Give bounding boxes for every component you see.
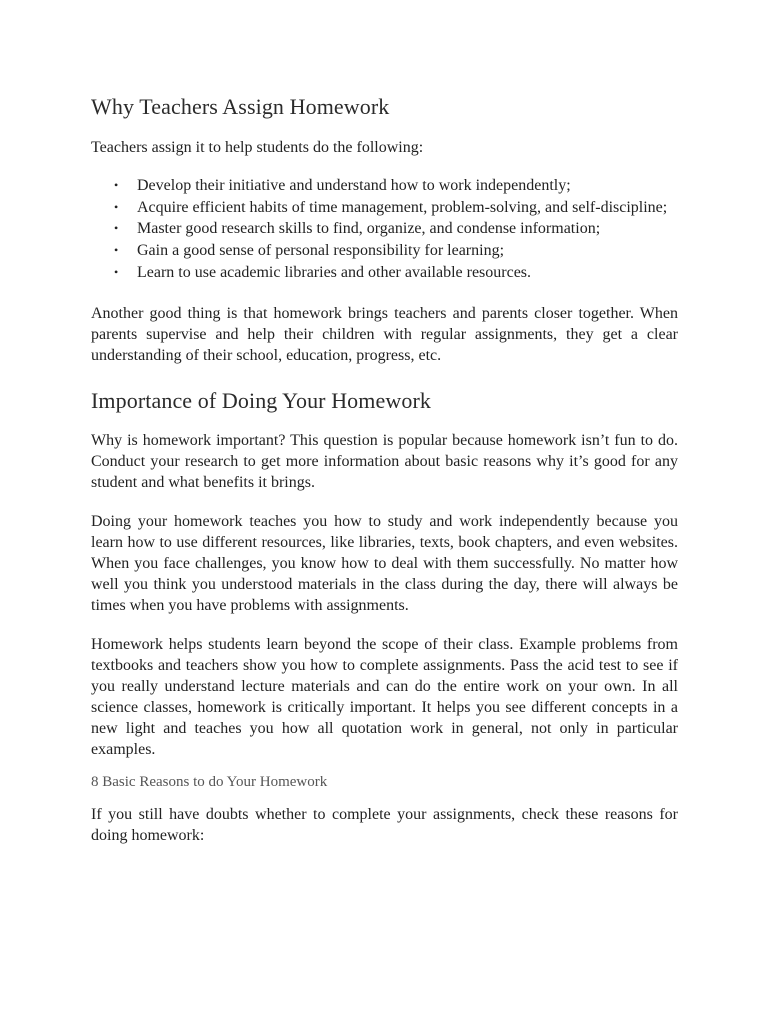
bullet-text: Master good research skills to find, organize, and condense information; [137, 220, 601, 238]
bullet-item [114, 197, 678, 219]
bullet-icon: • [114, 243, 119, 258]
paragraph-study-independently: Doing your homework teaches you how to study and work independently because you learn how to use different resources, like libraries, texts, book chapters, and even websites. When you face challenges, you know how to deal with them successfully. No matter how well you think you understood materials in the class during the day, there will always be times when you have problems with assignments. [91, 512, 678, 614]
paragraph-why-important: Why is homework important? This question is popular because homework isn’t fun to do. Conduct your research to get more information about basic reasons why it’s good for any student and what benefits it brings. [91, 431, 678, 491]
bullet-text: Gain a good sense of personal responsibility for learning; [137, 242, 505, 260]
bullet-item [114, 262, 678, 284]
heading-importance-of-homework: Importance of Doing Your Homework [91, 387, 431, 413]
bullet-text: Acquire efficient habits of time management, problem-solving, and self-discipline; [137, 198, 668, 216]
bullet-icon: • [114, 221, 119, 236]
bullet-icon: • [114, 178, 119, 192]
bullet-icon: • [114, 264, 119, 279]
paragraph-beyond-scope: Homework helps students learn beyond the scope of their class. Example problems from textbooks and teachers show you how to complete assignments. Pass the acid test to see if you really understand lecture materials and can do the entire work on your own. In all science classes, homework is critically important. It helps you see different concepts in a new light and teaches you how all quotation work in general, not only in particular examples. [91, 635, 678, 758]
bullet-item [114, 175, 678, 197]
bullet-item [114, 218, 678, 240]
heading-why-teachers-assign-homework: Why Teachers Assign Homework [91, 94, 390, 119]
heading-8-basic-reasons: 8 Basic Reasons to do Your Homework [91, 773, 328, 790]
bullet-text: Develop their initiative and understand how to work independently; [137, 177, 571, 194]
reasons-bullet-list [91, 175, 678, 284]
paragraph-parents: Another good thing is that homework brings teachers and parents closer together. When parents supervise and help their children with regular assignments, they get a clear understanding of their school, education, progress, etc. [91, 304, 678, 364]
bullet-icon: • [114, 199, 119, 214]
bullet-item [114, 240, 678, 262]
bullet-text: Learn to use academic libraries and other available resources. [137, 263, 532, 281]
intro-paragraph: Teachers assign it to help students do the following: [91, 139, 424, 156]
paragraph-doubts: If you still have doubts whether to complete your assignments, check these reasons for doing homework: [91, 805, 678, 844]
